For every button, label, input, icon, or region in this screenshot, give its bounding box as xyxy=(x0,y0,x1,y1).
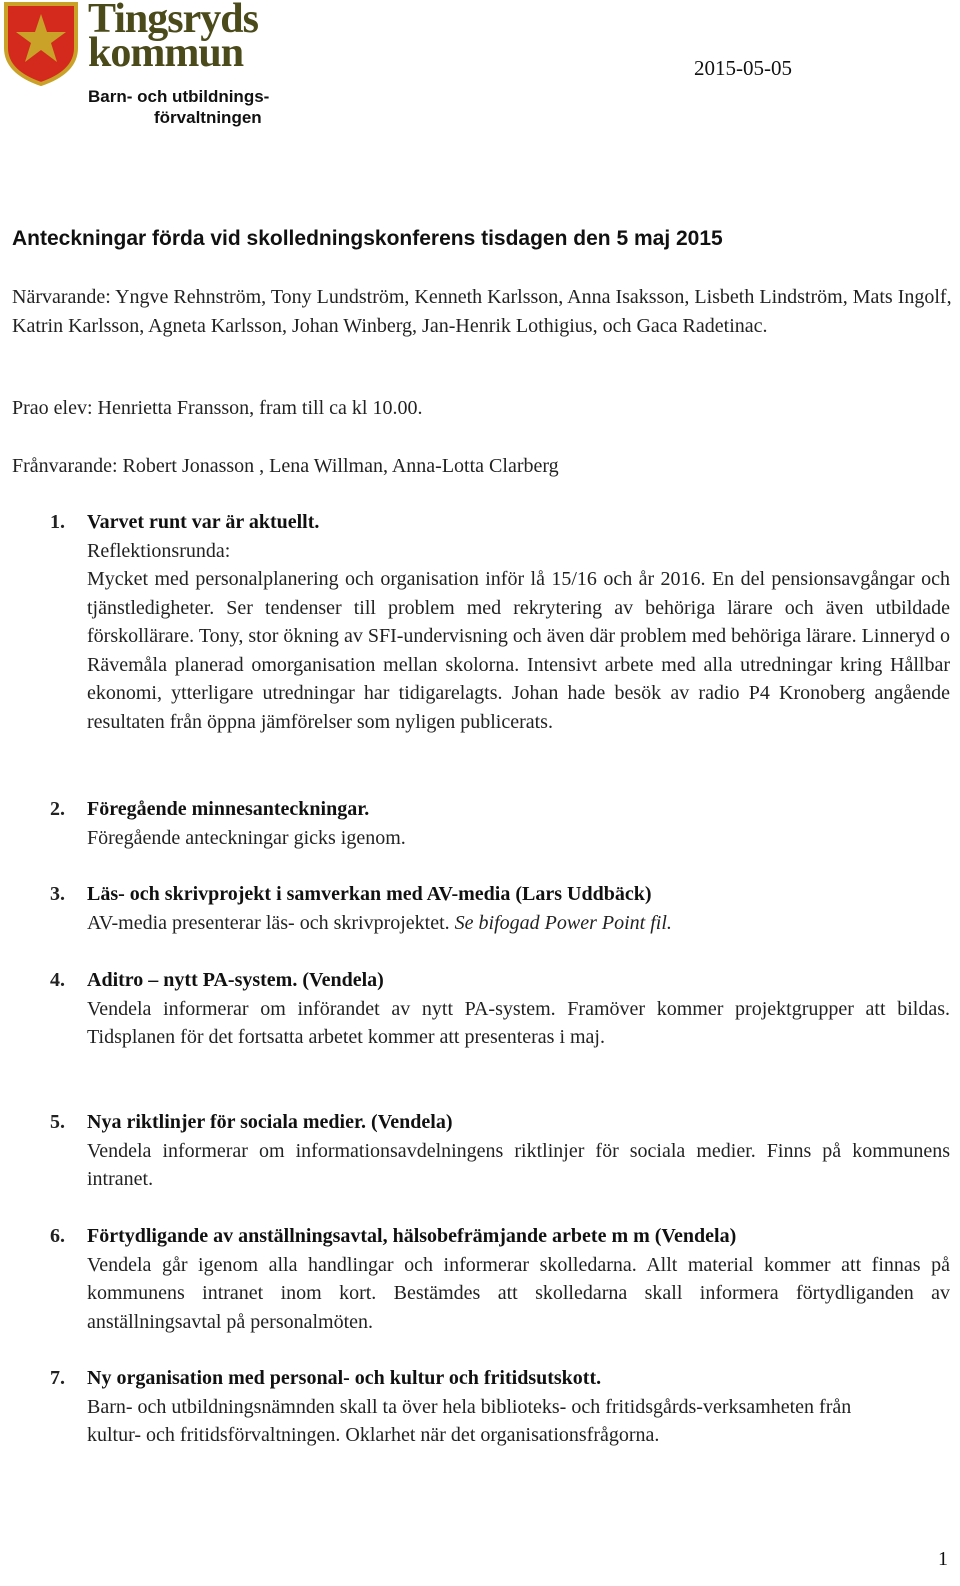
item-number: 4. xyxy=(50,969,65,991)
item-heading: Ny organisation med personal- och kultur och fritidsutskott. xyxy=(87,1367,602,1389)
attachment-note: Se bifogad Power Point fil. xyxy=(454,911,672,934)
logo-department-line2: förvaltningen xyxy=(154,108,262,127)
page-number: 1 xyxy=(938,1548,948,1570)
item-heading: Varvet runt var är aktuellt. xyxy=(87,511,320,533)
document-date: 2015-05-05 xyxy=(694,56,792,80)
item-text: Vendela informerar om informationsavdelningens riktlinjer för sociala medier. Finns på kommunens intranet. xyxy=(87,1139,950,1190)
agenda-item xyxy=(50,966,950,1052)
item-number: 3. xyxy=(50,883,65,905)
agenda-item xyxy=(50,795,950,852)
agenda-item xyxy=(50,880,950,937)
item-number: 1. xyxy=(50,511,65,533)
item-number: 2. xyxy=(50,798,65,820)
item-number: 5. xyxy=(50,1111,65,1133)
agenda-item xyxy=(50,508,950,736)
agenda-item xyxy=(50,1364,950,1450)
item-number: 7. xyxy=(50,1367,65,1389)
municipality-logo xyxy=(2,0,282,130)
logo-wordmark xyxy=(88,0,258,76)
item-text-line xyxy=(87,909,950,938)
absent-paragraph: Frånvarande: Robert Jonasson , Lena Willman, Anna-Lotta Clarberg xyxy=(12,455,559,477)
logo-wordmark-line2: kommun xyxy=(88,30,244,76)
item-heading: Läs- och skrivprojekt i samverkan med AV-media (Lars Uddbäck) xyxy=(87,883,652,905)
item-heading: Aditro – nytt PA-system. (Vendela) xyxy=(87,969,384,991)
coat-of-arms-icon xyxy=(2,0,82,86)
item-heading: Förtydligande av anställningsavtal, hälsobefrämjande arbete m m (Vendela) xyxy=(87,1225,737,1247)
item-text: Barn- och utbildningsnämnden skall ta över hela biblioteks- och fritidsgårds-verksamheten från kultur- och fritidsförvaltningen. Oklarhet när det organisationsfrågorna. xyxy=(87,1395,852,1446)
prao-paragraph: Prao elev: Henrietta Fransson, fram till ca kl 10.00. xyxy=(12,397,423,419)
logo-department-line1: Barn- och utbildnings- xyxy=(88,87,270,106)
item-text: AV-media presenterar läs- och skrivprojektet. xyxy=(87,911,450,934)
item-subheading: Reflektionsrunda: xyxy=(87,539,231,562)
item-text: Mycket med personalplanering och organisation inför lå 15/16 och år 2016. En del pensionsavgångar och tjänstledigheter. Ser tendenser till problem med rekrytering av behöriga lärare och även utbildade förskollärare. Tony, stor ökning av SFI-undervisning och även där problem med behöriga lärare. Linneryd o Rävemåla planerad omorganisation mellan skolorna. Intensivt arbete med alla utredningar kring Hållbar ekonomi, ytterligare utredningar har tidigarelagts. Johan hade besök av radio P4 Kronoberg angående resultaten från öppna jämförelser som nyligen publicerats. xyxy=(87,568,950,733)
item-text: Föregående anteckningar gicks igenom. xyxy=(87,826,406,849)
item-heading: Nya riktlinjer för sociala medier. (Vendela) xyxy=(87,1111,453,1133)
item-number: 6. xyxy=(50,1225,65,1247)
attendees-paragraph: Närvarande: Yngve Rehnström, Tony Lundström, Kenneth Karlsson, Anna Isaksson, Lisbeth Lindström, Mats Ingolf, Katrin Karlsson, Agneta Karlsson, Johan Winberg, Jan-Henrik Lothigius, och Gaca Radetinac. xyxy=(12,286,952,337)
logo-wordmark-line1: Tingsryds xyxy=(88,0,258,42)
document-title: Anteckningar förda vid skolledningskonferens tisdagen den 5 maj 2015 xyxy=(12,227,723,250)
agenda-item xyxy=(50,1108,950,1194)
item-text: Vendela informerar om införandet av nytt PA-system. Framöver kommer projektgrupper att bildas. Tidsplanen för det fortsatta arbetet kommer att presenteras i maj. xyxy=(87,997,950,1048)
item-text: Vendela går igenom alla handlingar och informerar skolledarna. Allt material kommer att finnas på kommunens intranet inom kort. Bestämdes att skolledarna skall informera förtydliganden av anställningsavtal på personalmöten. xyxy=(87,1253,950,1333)
item-heading: Föregående minnesanteckningar. xyxy=(87,798,370,820)
agenda-item xyxy=(50,1222,950,1336)
logo-department xyxy=(88,86,269,128)
